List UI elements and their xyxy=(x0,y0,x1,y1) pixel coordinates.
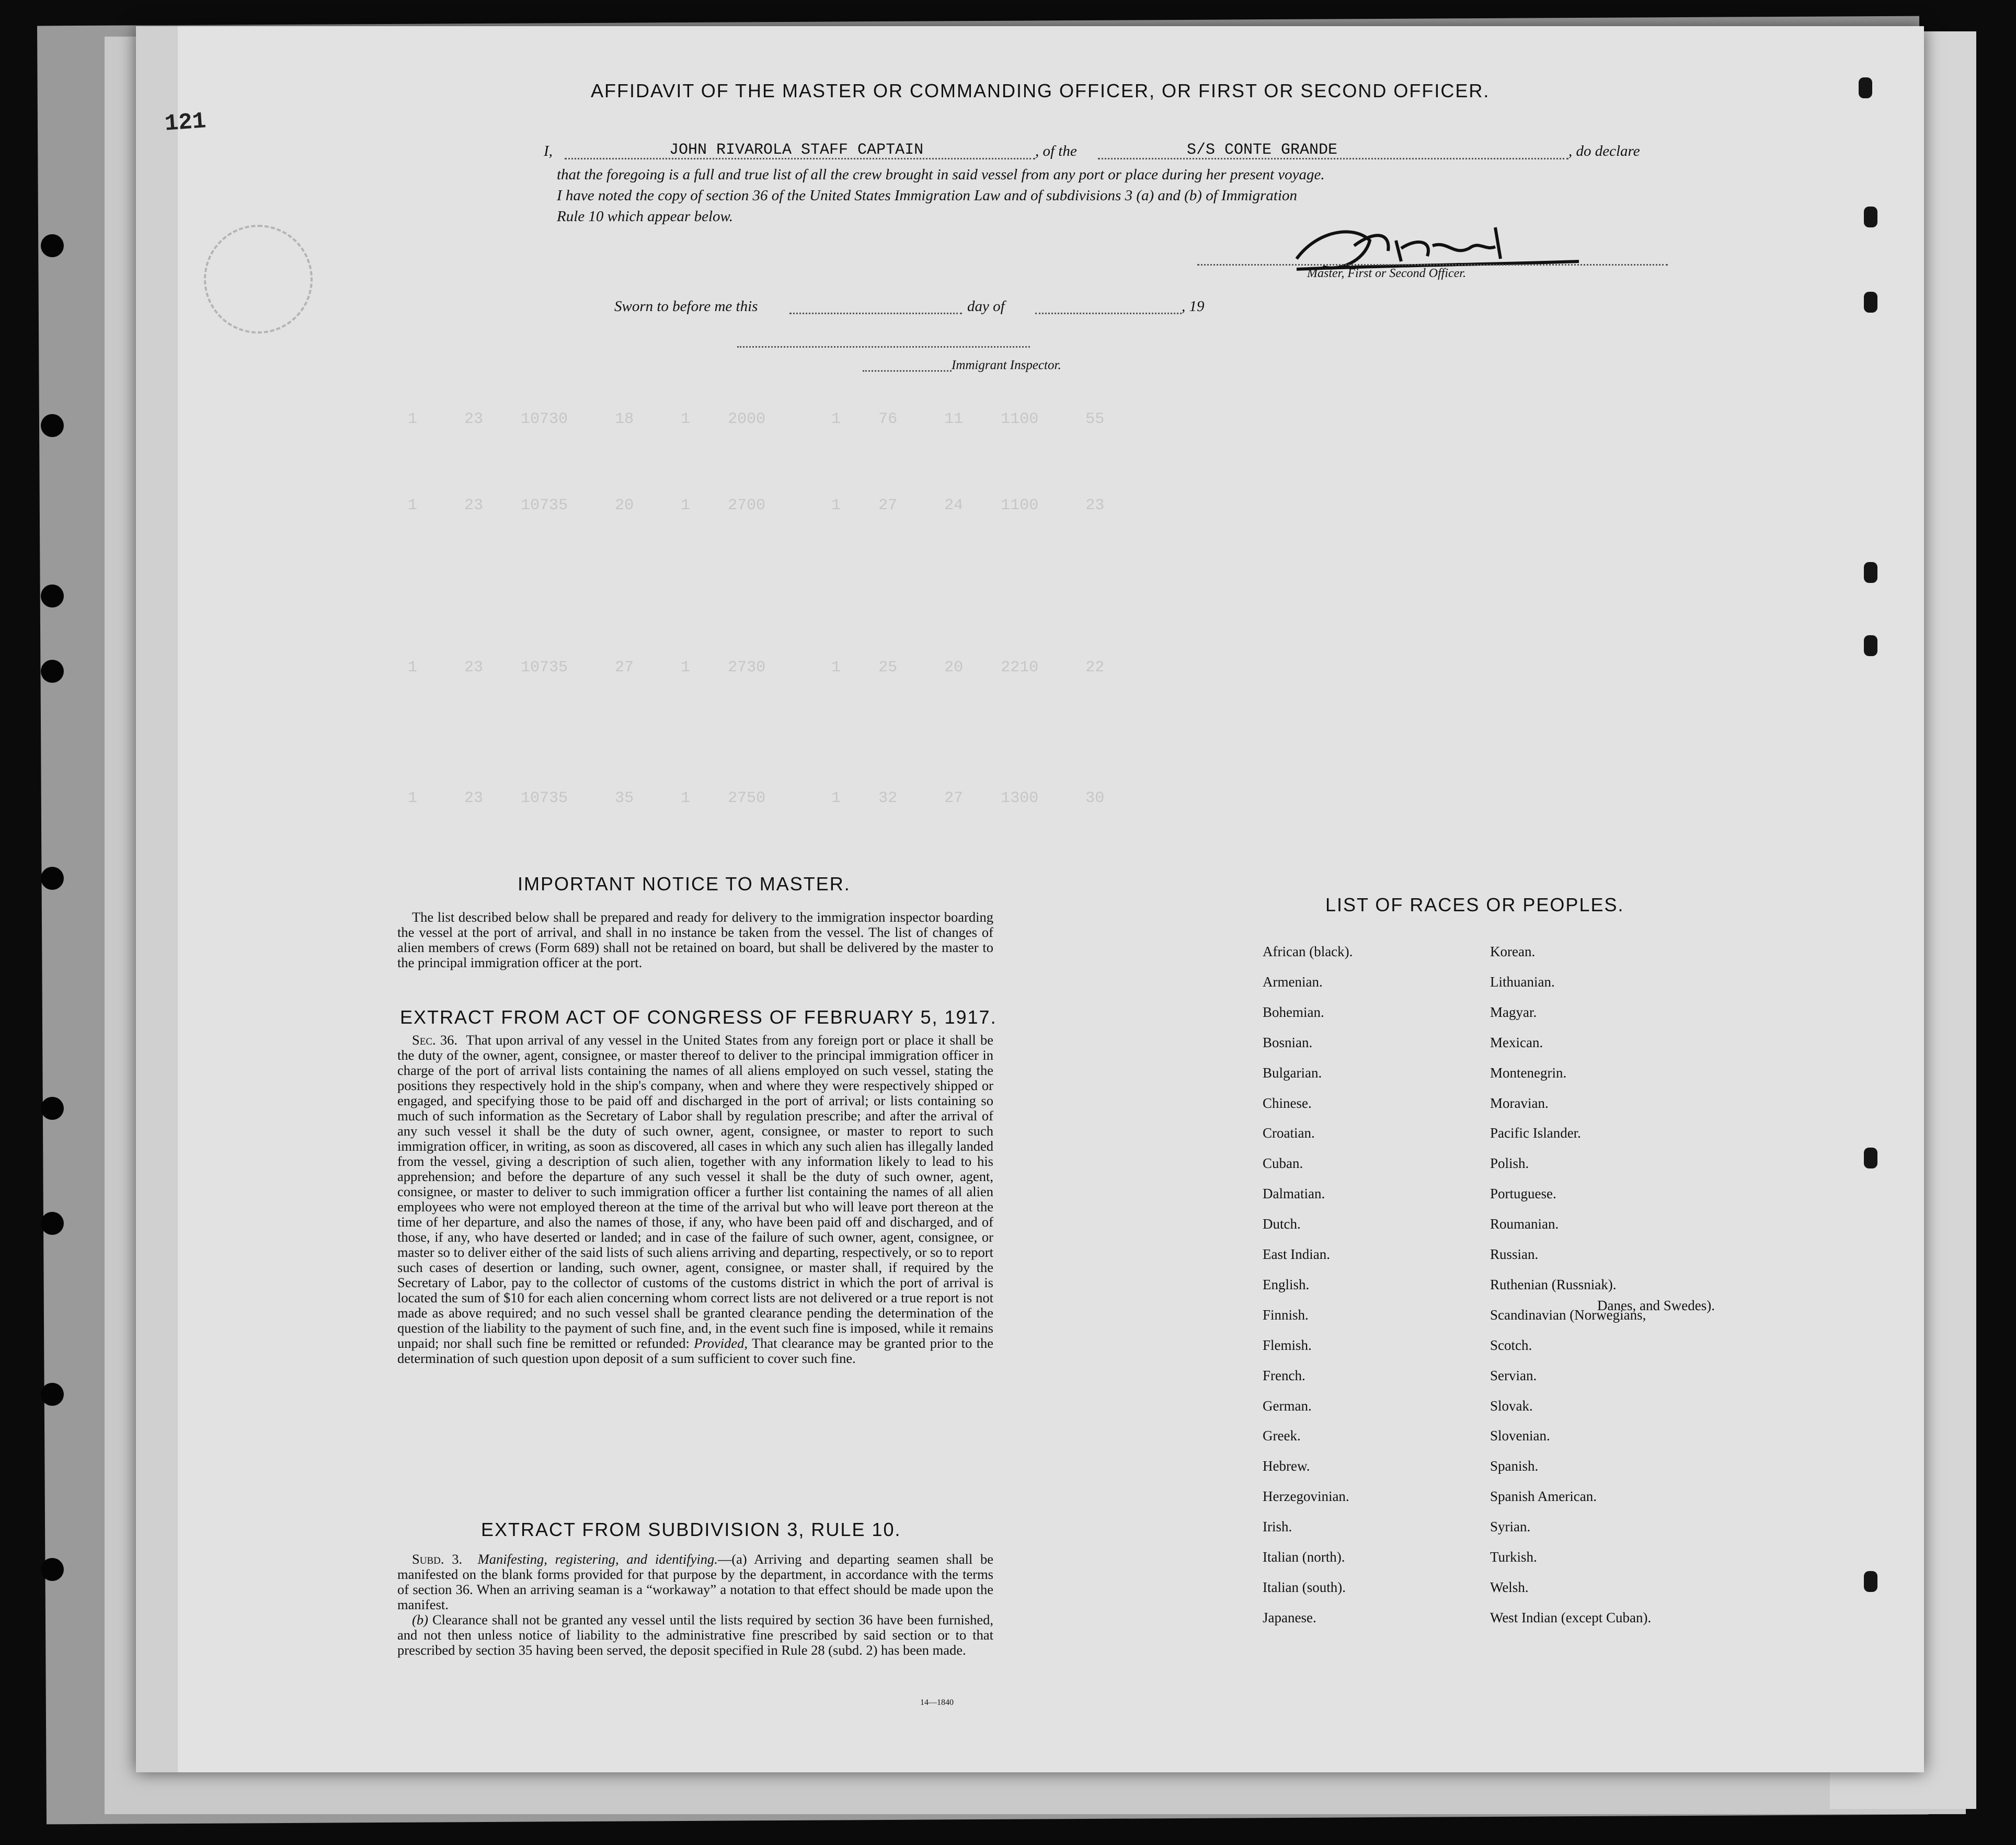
sec-36-text: That upon arrival of any vessel in the United States from any foreign port or place it shall be the duty of the owner, agent, consignee, or master thereof to deliver to the principal immigration officer in charge of the port of arrival lists containing the names of all aliens employed on such vessel, stating the positions they respectively hold in the ship's company, when and where they were respectively shipped or engaged, and specifying those to be paid off and discharged in the port of arrival; or lists containing so much of such information as the Secretary of Labor shall by regulation prescribe; and after the arrival of any such vessel it shall be the duty of such owner, agent, consignee, or master to report to such immigration officer, in writing, as soon as discovered, all cases in which any such alien has illegally landed from the vessel, giving a description of such alien, together with any information likely to lead to his apprehension; and before the departure of any such vessel it shall be the duty of such owner, agent, consignee, or master to deliver to such immigration officer a further list containing the names of all alien employees who were not employed thereon at the time of the arrival but who will leave port thereon at the time of her departure, and also the names of those, if any, who have been paid off and discharged, and of those, if any, who have deserted or landed; and in case of the failure of such owner, agent, consignee, or master so to deliver either of the said lists of such aliens arriving and departing, respectively, or so to report such cases of desertion or landing, such owner, agent, consignee, or master shall, if required by the Secretary of Labor, pay to the collector of customs of the customs district in which the port of arrival is located the sum of $10 for each alien concerning whom correct lists are not delivered or a true report is not made as above required; and no such vessel shall be granted clearance pending the determination of the question of the liability to the payment of such fine, and, in the event such fine is imposed, while it remains unpaid; nor shall such fine be remitted or refunded: xyxy=(397,1032,993,1351)
race-item: Italian (north). xyxy=(1263,1549,1345,1565)
binding-hole xyxy=(41,1212,64,1235)
subd-a-label: —(a) xyxy=(717,1551,747,1567)
subd-b-label: (b) xyxy=(412,1612,428,1628)
race-item: Italian (south). xyxy=(1263,1579,1346,1595)
declarant-name: JOHN RIVAROLA STAFF CAPTAIN xyxy=(669,141,924,159)
do-declare-label: , do declare xyxy=(1568,143,1640,159)
race-item: German. xyxy=(1263,1397,1312,1414)
race-item: Roumanian. xyxy=(1490,1216,1559,1232)
affidavit-page xyxy=(136,26,1924,1772)
dotted-line xyxy=(737,346,1030,348)
dotted-line xyxy=(1035,313,1182,314)
race-item: Dutch. xyxy=(1263,1216,1301,1232)
declaration-line-4: Rule 10 which appear below. xyxy=(557,208,733,225)
extract-act-text xyxy=(397,1033,993,1366)
binding-hole xyxy=(1864,1148,1877,1168)
declarant-label: I, xyxy=(544,143,553,159)
race-item: Montenegrin. xyxy=(1490,1064,1567,1081)
signature-line xyxy=(1197,264,1668,266)
race-item: Croatian. xyxy=(1263,1125,1315,1141)
notice-paragraph: The list described below shall be prepared and ready for delivery to the immigration inspector boarding the vessel at the port of arrival, and shall in no instance be taken from the vessel. The list of changes of alien members of crews (Form 689) shall not be retained on board, but shall be delivered by the master to the principal immigration officer at the port. xyxy=(397,909,993,970)
race-item: Slovak. xyxy=(1490,1397,1533,1414)
subd-a-paragraph xyxy=(397,1552,993,1612)
race-item: Mexican. xyxy=(1490,1034,1543,1050)
signature-caption: Master, First or Second Officer. xyxy=(1307,267,1466,280)
race-item: Korean. xyxy=(1490,944,1536,959)
bleed-through-text: 1 23 10735 35 1 2750 1 32 27 1300 30 xyxy=(408,789,1105,807)
bleed-through-text: 1 23 10735 27 1 2730 1 25 20 2210 22 xyxy=(408,659,1105,677)
race-item: Slovenian. xyxy=(1490,1428,1550,1444)
race-item: East Indian. xyxy=(1263,1246,1330,1262)
year-label: , 19 xyxy=(1182,298,1205,315)
extract-act-title: EXTRACT FROM ACT OF CONGRESS OF FEBRUARY 5, 1917. xyxy=(400,1006,997,1028)
subd-heading: Manifesting, registering, and identifying. xyxy=(477,1551,718,1567)
race-item: Danes, and Swedes). xyxy=(1597,1298,1715,1313)
race-item: English. xyxy=(1263,1276,1310,1292)
declaration-line-2: that the foregoing is a full and true list of all the crew brought in said vessel from any port or place during her present voyage. xyxy=(557,166,1325,183)
race-item: Polish. xyxy=(1490,1155,1529,1172)
binding-hole xyxy=(1864,207,1877,227)
bleed-through-text: 1 23 10735 20 1 2700 1 27 24 1100 23 xyxy=(408,497,1105,514)
subd-b-paragraph xyxy=(397,1612,993,1658)
race-item: Scotch. xyxy=(1490,1337,1532,1353)
section-36-paragraph xyxy=(397,1033,993,1366)
subd-label: Subd. 3. xyxy=(412,1551,463,1567)
race-item: Chinese. xyxy=(1263,1095,1312,1111)
notice-title: IMPORTANT NOTICE TO MASTER. xyxy=(518,873,851,895)
race-item: Dalmatian. xyxy=(1263,1186,1325,1202)
race-item: Servian. xyxy=(1490,1367,1537,1383)
binding-hole xyxy=(41,867,64,890)
race-item: Finnish. xyxy=(1263,1307,1309,1323)
race-item: Spanish American. xyxy=(1490,1488,1597,1505)
binding-hole xyxy=(41,414,64,437)
binding-hole xyxy=(1864,292,1877,313)
subd-b-text: Clearance shall not be granted any vessel until the lists required by section 36 have been furnished, and not then unless notice of liability to the administrative fine prescribed by said section or to that prescribed by section 35 having been served, the deposit specified in Rule 28 (subd. 2) has been made. xyxy=(397,1612,993,1658)
race-item: Moravian. xyxy=(1490,1095,1549,1111)
race-item: Scandinavian (Norwegians, xyxy=(1490,1307,1646,1323)
binding-hole xyxy=(41,1097,64,1120)
provided-label: Provided, xyxy=(694,1335,748,1351)
binding-hole xyxy=(41,234,64,257)
dotted-line xyxy=(789,313,962,314)
race-item: Greek. xyxy=(1263,1428,1301,1444)
margin-number: 121 xyxy=(164,108,207,137)
race-item: Welsh. xyxy=(1490,1579,1529,1595)
race-item: Turkish. xyxy=(1490,1549,1537,1565)
sec-36-text-end: That clearance may be granted prior to the determination of such question upon deposit of a sum sufficient to cover such fine. xyxy=(397,1335,994,1366)
subd-a-text: Arriving and departing seamen shall be manifested on the blank forms provided for that purpose by the department, in accordance with the terms of section 36. When an arriving seaman is a “workaway” a notation to that effect should be made upon the manifest. xyxy=(397,1551,993,1612)
declaration-line-3: I have noted the copy of section 36 of the United States Immigration Law and of subdivisions 3 (a) and (b) of Immigration xyxy=(557,187,1298,204)
extract-rule-title: EXTRACT FROM SUBDIVISION 3, RULE 10. xyxy=(481,1519,901,1540)
binding-hole xyxy=(1864,562,1877,583)
race-item: Magyar. xyxy=(1490,1004,1537,1020)
race-item: Lithuanian. xyxy=(1490,973,1555,990)
binding-hole xyxy=(41,1558,64,1581)
binding-hole xyxy=(1864,1571,1877,1592)
race-item: French. xyxy=(1263,1367,1305,1383)
race-item: Irish. xyxy=(1263,1519,1292,1535)
race-item: Ruthenian (Russniak). xyxy=(1490,1276,1617,1292)
race-item: Syrian. xyxy=(1490,1519,1531,1535)
page-edge xyxy=(136,26,178,1772)
race-item: Spanish. xyxy=(1490,1458,1539,1474)
race-item: Russian. xyxy=(1490,1246,1539,1262)
sec-36-label: Sec. 36. xyxy=(412,1032,457,1048)
vessel-name: S/S CONTE GRANDE xyxy=(1187,141,1338,159)
stamp-seal xyxy=(204,225,313,334)
notice-text xyxy=(397,910,993,970)
day-of-label: day of xyxy=(967,298,1005,315)
binding-hole xyxy=(41,1383,64,1406)
race-item: Bulgarian. xyxy=(1263,1064,1322,1081)
race-item: West Indian (except Cuban). xyxy=(1490,1609,1652,1625)
dotted-line xyxy=(863,370,952,372)
of-the-label: , of the xyxy=(1035,143,1077,159)
affidavit-title: AFFIDAVIT OF THE MASTER OR COMMANDING OFFICER, OR FIRST OR SECOND OFFICER. xyxy=(591,80,1490,101)
binding-hole xyxy=(1859,77,1872,98)
bleed-through-text: 1 23 10730 18 1 2000 1 76 11 1100 55 xyxy=(408,410,1105,428)
inspector-label: Immigrant Inspector. xyxy=(952,358,1061,372)
race-item: Cuban. xyxy=(1263,1155,1303,1172)
race-item: Armenian. xyxy=(1263,973,1323,990)
race-item: Hebrew. xyxy=(1263,1458,1310,1474)
race-item: Pacific Islander. xyxy=(1490,1125,1581,1141)
race-item: Portuguese. xyxy=(1490,1186,1556,1202)
binding-hole xyxy=(1864,635,1877,656)
race-item: Herzegovinian. xyxy=(1263,1488,1349,1505)
extract-rule-text xyxy=(397,1552,993,1658)
race-item: Flemish. xyxy=(1263,1337,1312,1353)
race-item: African (black). xyxy=(1263,944,1353,959)
binding-hole xyxy=(41,660,64,683)
race-item: Bohemian. xyxy=(1263,1004,1324,1020)
binding-hole xyxy=(41,585,64,608)
sworn-label: Sworn to before me this xyxy=(614,298,758,315)
form-code: 14—1840 xyxy=(920,1698,954,1707)
races-title: LIST OF RACES OR PEOPLES. xyxy=(1325,894,1624,915)
race-item: Bosnian. xyxy=(1263,1034,1313,1050)
race-item: Japanese. xyxy=(1263,1609,1316,1625)
